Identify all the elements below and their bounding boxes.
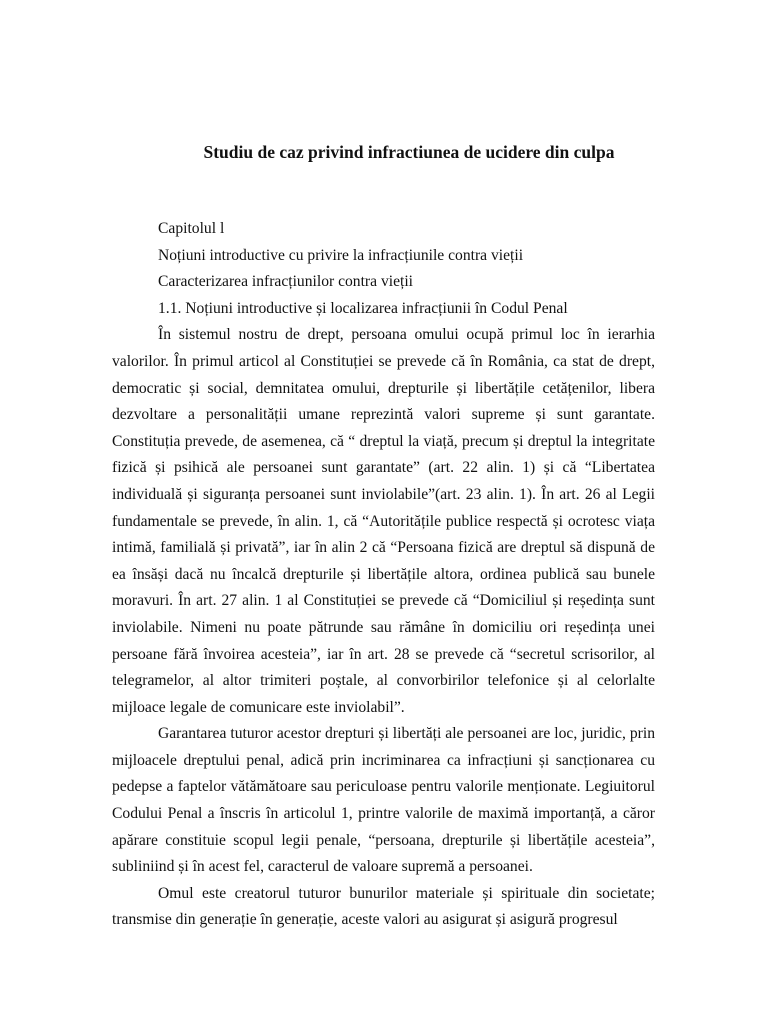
section-heading: Caracterizarea infracțiunilor contra vieții <box>158 273 413 291</box>
body-paragraph: Omul este creatorul tuturor bunurilor materiale și spirituale din societate; transmise din generație în generație, aceste valori au asigurat și asigură progresul <box>112 884 655 929</box>
body-paragraph: În sistemul nostru de drept, persoana omului ocupă primul loc în ierarhia valorilor. În primul articol al Constituției se prevede că în România, ca stat de drept, democratic și social, demnitatea omului, drepturile și libertățile cetățenilor, libera dezvoltare a personalității umane reprezintă valori supreme și sunt garantate. Constituția prevede, de asemenea, că “ dreptul la viață, precum și dreptul la integritate fizică și psihică ale persoanei sunt garantate” (art. 22 alin. 1) și că “Libertatea individuală și siguranța persoanei sunt inviolabile”(art. 23 alin. 1). În art. 26 al Legii fundamentale se prevede, în alin. 1, că “Autoritățile publice respectă și ocrotesc viața intimă, familială și privată”, iar în alin 2 că “Persoana fizică are dreptul să dispună de ea însăși dacă nu încalcă drepturile și libertățile altora, ordinea publică sau bunele moravuri. În art. 27 alin. 1 al Constituției se prevede că “Domiciliul și reședința sunt inviolabile. Nimeni nu poate pătrunde sau rămâne în domiciliu ori reședința unei persoane fără învoirea acesteia”, iar în art. 28 se prevede că “secretul scrisorilor, al telegramelor, al altor trimiteri poștale, al convorbirilor telefonice și al celorlalte mijloace legale de comunicare este inviolabil”. <box>112 326 655 716</box>
document-body <box>112 216 655 934</box>
subsection-heading: 1.1. Noțiuni introductive și localizarea infracțiunii în Codul Penal <box>158 299 568 317</box>
document-title: Studiu de caz privind infractiunea de ucidere din culpa <box>203 142 615 162</box>
body-paragraph: Garantarea tuturor acestor drepturi și libertăți ale persoanei are loc, juridic, prin mijloacele dreptului penal, adică prin incriminarea ca infracțiuni și sancționarea cu pedepse a faptelor vătămătoare sau periculoase pentru valorile menționate. Legiuitorul Codului Penal a înscris în articolul 1, printre valorile de maximă importanță, a căror apărare constituie scopul legii penale, “persoana, drepturile și libertățile acesteia”, subliniind și în acest fel, caracterul de valoare supremă a persoanei. <box>112 725 655 876</box>
chapter-subtitle: Noțiuni introductive cu privire la infracțiunile contra vieții <box>158 246 524 264</box>
chapter-heading: Capitolul l <box>158 220 225 237</box>
